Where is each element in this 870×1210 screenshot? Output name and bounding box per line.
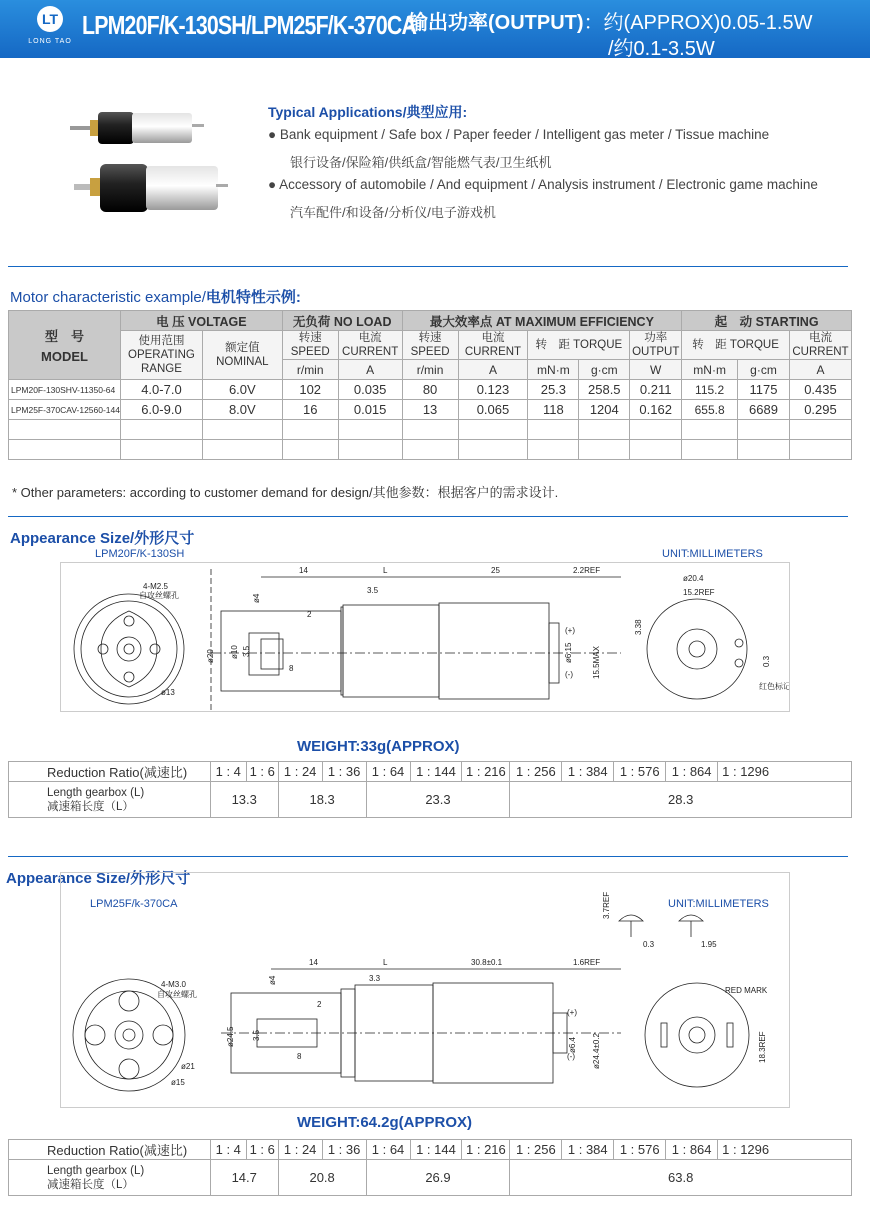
svg-text:2: 2 xyxy=(317,1000,322,1009)
svg-text:1.6REF: 1.6REF xyxy=(573,958,601,967)
svg-text:0.3: 0.3 xyxy=(762,655,771,667)
svg-text:3.5: 3.5 xyxy=(252,1029,261,1041)
svg-text:ø24.4±0.2: ø24.4±0.2 xyxy=(592,1033,601,1069)
svg-text:15.5MAX: 15.5MAX xyxy=(592,646,601,679)
drawing-model-2: LPM25F/k-370CA xyxy=(90,898,178,910)
application-item-2-cn: 汽车配件/和设备/分析仪/电子游戏机 xyxy=(290,205,496,220)
appearance-title-2: Appearance Size/外形尺寸 xyxy=(6,870,191,887)
svg-text:8: 8 xyxy=(289,664,294,673)
noload-header: 无负荷 NO LOAD xyxy=(282,311,402,331)
company-logo xyxy=(26,6,74,52)
svg-text:2: 2 xyxy=(307,610,312,619)
svg-text:30.8±0.1: 30.8±0.1 xyxy=(471,958,503,967)
divider xyxy=(8,856,848,857)
voltage-header: 电 压 VOLTAGE xyxy=(121,311,283,331)
drawing-model-1: LPM20F/K-130SH xyxy=(95,548,185,560)
svg-text:自攻丝螺孔: 自攻丝螺孔 xyxy=(139,591,179,600)
weight-2: WEIGHT:64.2g(APPROX) xyxy=(297,1114,473,1131)
svg-text:自攻丝螺孔: 自攻丝螺孔 xyxy=(157,990,197,999)
length-row: Length gearbox (L) 减速箱长度（L） 13.3 18.3 23.3 28.3 xyxy=(9,782,852,818)
svg-text:3.7REF: 3.7REF xyxy=(602,891,611,919)
output-line-2: /约0.1-3.5W xyxy=(608,38,715,60)
st-current-header: 电流 CURRENT xyxy=(789,331,851,360)
application-item-2: ● Accessory of automobile / And equipment / Analysis instrument / Electronic game machine xyxy=(268,177,818,192)
other-parameters-note: * Other parameters: according to customer demand for design/其他参数：根据客户的需求设计. xyxy=(12,485,559,500)
svg-text:3.5: 3.5 xyxy=(242,645,251,657)
svg-text:ø21: ø21 xyxy=(181,1062,195,1071)
svg-text:ø4: ø4 xyxy=(252,593,261,603)
svg-text:ø15: ø15 xyxy=(171,1078,185,1087)
model-header: 型 号 MODEL xyxy=(9,311,121,380)
svg-text:ø6.4: ø6.4 xyxy=(568,1036,577,1053)
motor-drawing-1 xyxy=(61,563,789,711)
svg-text:3.38: 3.38 xyxy=(634,619,643,635)
svg-text:15.2REF: 15.2REF xyxy=(683,588,715,597)
appearance-title-1: Appearance Size/外形尺寸 xyxy=(10,530,195,547)
svg-text:红色标记: 红色标记 xyxy=(759,682,789,691)
me-output-header: 功率 OUTPUT xyxy=(630,331,682,360)
model-title: LPM20F/K-130SH/LPM25F/K-370CA xyxy=(82,10,417,40)
reduction-ratio-table-1 xyxy=(8,761,852,818)
svg-text:(+): (+) xyxy=(567,1008,577,1017)
unit-cell: mN·m xyxy=(528,360,579,380)
application-item-1: ● Bank equipment / Safe box / Paper feeder / Intelligent gas meter / Tissue machine xyxy=(268,127,770,142)
svg-text:14: 14 xyxy=(299,566,308,575)
svg-text:25: 25 xyxy=(491,566,500,575)
svg-text:ø20: ø20 xyxy=(206,649,215,663)
svg-text:RED MARK: RED MARK xyxy=(725,986,768,995)
starting-header: 起 动 STARTING xyxy=(682,311,852,331)
me-speed-header: 转速 SPEED xyxy=(402,331,458,360)
unit-cell: g·cm xyxy=(738,360,790,380)
nl-current-header: 电流 CURRENT xyxy=(338,331,402,360)
svg-text:L: L xyxy=(383,566,388,575)
svg-text:3.3: 3.3 xyxy=(369,974,381,983)
nl-speed-header: 转速 SPEED xyxy=(282,331,338,360)
reduction-ratio-table-2 xyxy=(8,1139,852,1196)
drawing-box-1 xyxy=(60,562,790,712)
unit-cell: r/min xyxy=(282,360,338,380)
characteristic-table xyxy=(8,310,852,460)
svg-text:14: 14 xyxy=(309,958,318,967)
length-row: Length gearbox (L) 减速箱长度（L） 14.7 20.8 26.9 63.8 xyxy=(9,1160,852,1196)
logo-icon: LT xyxy=(37,6,63,32)
ratio-row: Reduction Ratio(减速比) 1 : 4 1 : 6 1 : 24 1 : 36 1 : 64 1 : 144 1 : 216 1 : 256 1 : 384 1 : 576 1 : 864 1 : 1296 xyxy=(9,762,852,782)
svg-text:18.3REF: 18.3REF xyxy=(758,1031,767,1063)
unit-cell: A xyxy=(458,360,528,380)
me-current-header: 电流 CURRENT xyxy=(458,331,528,360)
svg-text:ø13: ø13 xyxy=(161,688,175,697)
svg-text:ø24.5: ø24.5 xyxy=(226,1026,235,1047)
nominal-header: 额定值 NOMINAL xyxy=(202,331,282,380)
motor-photo xyxy=(62,98,232,228)
max-efficiency-header: 最大效率点 AT MAXIMUM EFFICIENCY xyxy=(402,311,682,331)
svg-text:1.95: 1.95 xyxy=(701,940,717,949)
svg-text:0.3: 0.3 xyxy=(643,940,655,949)
table-row-empty xyxy=(9,420,852,440)
svg-text:4-M3.0: 4-M3.0 xyxy=(161,980,186,989)
svg-text:2.2REF: 2.2REF xyxy=(573,566,601,575)
motor-characteristic-title: Motor characteristic example/电机特性示例: xyxy=(10,289,301,306)
drawing-unit-2: UNIT:MILLIMETERS xyxy=(668,898,769,910)
ratio-row: Reduction Ratio(减速比) 1 : 4 1 : 6 1 : 24 1 : 36 1 : 64 1 : 144 1 : 216 1 : 256 1 : 384 1 : 576 1 : 864 1 : 1296 xyxy=(9,1140,852,1160)
svg-text:4-M2.5: 4-M2.5 xyxy=(143,582,168,591)
unit-cell: g·cm xyxy=(579,360,630,380)
weight-1: WEIGHT:33g(APPROX) xyxy=(297,738,460,755)
svg-text:(-): (-) xyxy=(567,1052,575,1061)
unit-cell: A xyxy=(338,360,402,380)
svg-text:L: L xyxy=(383,958,388,967)
application-item-1-cn: 银行设备/保险箱/供纸盒/智能燃气表/卫生纸机 xyxy=(290,155,552,170)
svg-text:3.5: 3.5 xyxy=(367,586,379,595)
table-row-empty xyxy=(9,440,852,460)
unit-cell: A xyxy=(789,360,851,380)
svg-text:ø4: ø4 xyxy=(268,975,277,985)
svg-text:8: 8 xyxy=(297,1052,302,1061)
divider xyxy=(8,516,848,517)
drawing-unit-1: UNIT:MILLIMETERS xyxy=(662,548,763,560)
unit-cell: W xyxy=(630,360,682,380)
unit-cell: r/min xyxy=(402,360,458,380)
applications-title: Typical Applications/典型应用: xyxy=(268,104,468,120)
output-line-1: 输出功率(OUTPUT)：约(APPROX)0.05-1.5W xyxy=(408,12,813,34)
table-row: LPM20F-130SHV-11350-64 4.0-7.0 6.0V 102 0.035 80 0.123 25.3 258.5 0.211 115.2 1175 0.435 xyxy=(9,380,852,400)
table-row: LPM25F-370CAV-12560-144 6.0-9.0 8.0V 16 0.015 13 0.065 118 1204 0.162 655.8 6689 0.295 xyxy=(9,400,852,420)
operating-range-header: 使用范围 OPERATING RANGE xyxy=(121,331,203,380)
svg-text:ø20.4: ø20.4 xyxy=(683,574,704,583)
svg-text:(-): (-) xyxy=(565,670,573,679)
st-torque-header: 转 距 TORQUE xyxy=(682,331,790,360)
svg-text:ø6.15: ø6.15 xyxy=(564,642,573,663)
logo-text: LONG TAO xyxy=(28,38,72,45)
header-banner xyxy=(0,0,870,58)
divider xyxy=(8,266,848,267)
unit-cell: mN·m xyxy=(682,360,738,380)
svg-text:(+): (+) xyxy=(565,626,575,635)
svg-text:ø10: ø10 xyxy=(230,645,239,659)
me-torque-header: 转 距 TORQUE xyxy=(528,331,630,360)
